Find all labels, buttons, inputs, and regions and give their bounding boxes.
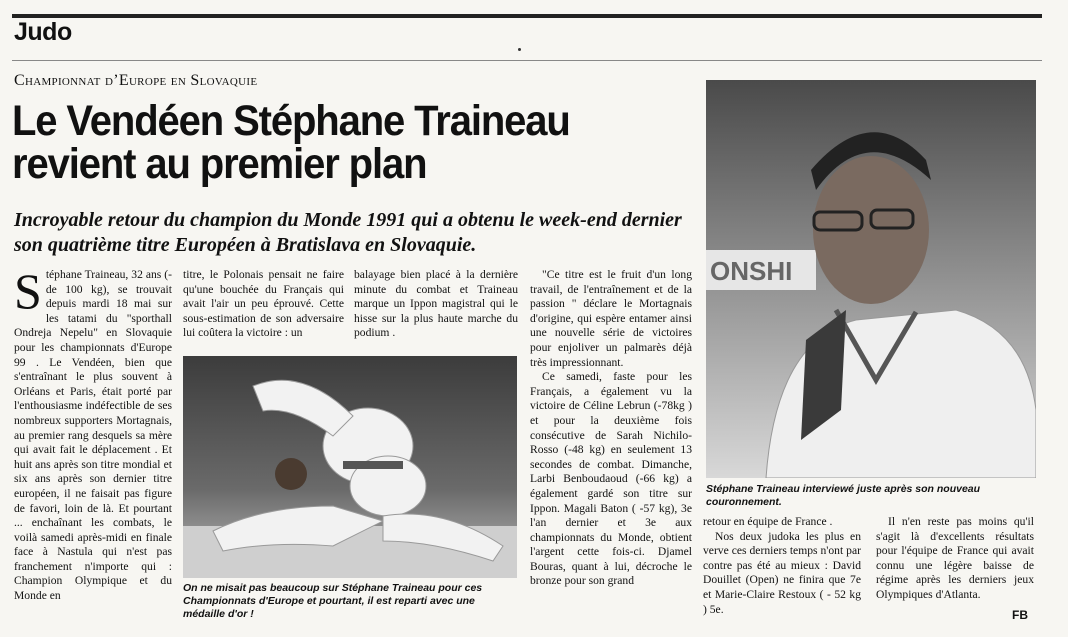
judo-throw-photo: [183, 356, 517, 578]
judo-throw-image: [183, 356, 517, 578]
top-rule: [12, 14, 1042, 18]
photo-1-caption: On ne misait pas beaucoup sur Stéphane Traineau pour ces Championnats d'Europe et pourtant, il est reparti avec une médaille d'or !: [183, 582, 483, 620]
article-column-6: [876, 515, 1034, 603]
print-speck: [518, 48, 521, 51]
standfirst: Incroyable retour du champion du Monde 1991 qui a obtenu le week-end dernier son quatrième titre Européen à Bratislava en Slovaquie.: [14, 209, 682, 256]
column-4-text: Ce samedi, faste pour les Français, a également vu la victoire de Céline Lebrun (-78kg ) et pour la deuxième fois consécutive de Sarah Nichilo-Rosso (-48 kg) en seulement 13 secondes de combat. Dimanche, Larbi Benboudaoud (-66 kg) a également gardé son titre sur Ippon. Magali Baton ( -57 kg), 3e l'an dernier et 3e aux championnats du Monde, obtient l'argent cette fois-ci. Djamel Bouras, quant à lui, décroche le bronze pour son grand: [530, 370, 692, 588]
column-1-text: téphane Traineau, 32 ans (- de 100 kg), se trouvait depuis mardi 18 mai sur les tatami du "sporthall Ondreja Nepelu" en Slovaquie pour les championnats d'Europe 99 . Le Vendéen, bien que s'entraînant le plus souvent à Orléans et Paris, était porté par l'enthousiasme indéfectible de ses nombreux supporters Mortagnais, au premier rang desquels sa mère qui avait fait le déplacement . Et huit ans après son titre mondial et six ans après son dernier titre européen, il ne faisait pas figure de favori, loin de là. Et pourtant ... enchaînant les combats, le voilà samedi après-midi en finale face à Nastula qui n'est pas franchement n'importe qui : Champion Olympique et du Monde en: [14, 268, 172, 603]
column-2-text: titre, le Polonais pensait ne faire qu'une bouchée du Français qui avait l'air un peu éprouvé. Cette sous-estimation de son adversaire lui coûtera la victoire : un: [183, 268, 344, 340]
author-signature: FB: [1012, 608, 1028, 622]
section-title: Judo: [14, 18, 72, 46]
kicker: Championnat d’Europe en Slovaquie: [14, 72, 258, 89]
dropcap: S: [14, 263, 42, 319]
headline: Le Vendéen Stéphane Traineau revient au premier plan: [12, 97, 570, 188]
article-column-3: [354, 268, 518, 341]
backdrop-text: ONSHI: [710, 256, 793, 286]
article-column-1: [14, 263, 172, 604]
interview-photo: [706, 80, 1036, 478]
article-column-2: [183, 268, 344, 341]
column-6-text: Il n'en reste pas moins qu'il s'agit là d'excellents résultats pour l'équipe de France qui avait connu une légère baisse de régime après les derniers jeux Olympiques d'Atlanta.: [876, 515, 1034, 601]
column-5-text: Nos deux judoka les plus en verve ces derniers temps n'ont par contre pas été au mieux : David Douillet (Open) ne finira que 7e et Marie-Claire Restoux ( - 52 kg ) 5e.: [703, 529, 861, 616]
interview-image: [706, 80, 1036, 478]
column-3-text: balayage bien placé à la dernière minute du combat et Traineau marque un Ippon magistral qui le hisse sur la plus haute marche du podium .: [354, 268, 518, 340]
column-4-quote: "Ce titre est le fruit d'un long travail, de l'entraînement et de la passion " déclare le Mortagnais d'origine, qui espère entamer ainsi une nouvelle série de victoires pour enjoliver un palmarès déjà très impressionnant.: [530, 268, 692, 369]
photo-2-caption: Stéphane Traineau interviewé juste après son nouveau couronnement.: [706, 483, 981, 508]
article-column-5: [703, 515, 861, 617]
article-column-4: [530, 268, 692, 589]
column-5-continuation: retour en équipe de France .: [703, 515, 833, 528]
header-rule: [12, 60, 1042, 61]
